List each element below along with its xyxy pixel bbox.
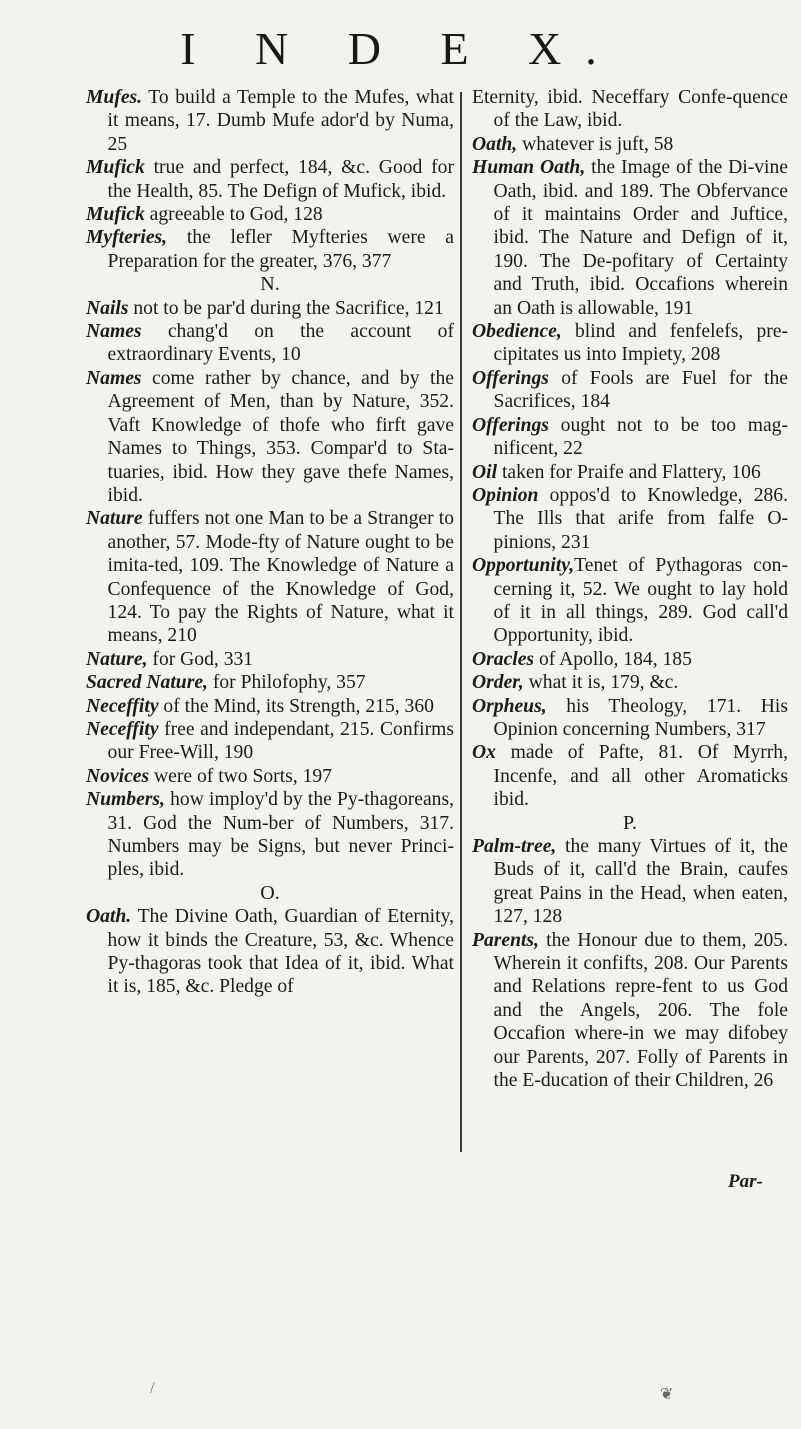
index-entry xyxy=(86,765,454,788)
entry-text: chang'd on the account of extraordinary Events, 10 xyxy=(107,321,454,366)
entry-text: blind and fenfelefs, pre-cipitates us into Impiety, 208 xyxy=(493,321,788,366)
entry-headword: Offerings xyxy=(472,414,549,436)
index-entry xyxy=(472,835,788,929)
entry-headword: Names xyxy=(86,321,142,343)
entry-text: taken for Praife and Flattery, 106 xyxy=(497,461,761,483)
entry-text: for God, 331 xyxy=(147,648,254,670)
index-entry xyxy=(472,461,788,484)
entry-headword: Orpheus, xyxy=(472,695,547,717)
entry-headword: Nature xyxy=(86,508,143,530)
index-entry xyxy=(472,86,788,133)
stray-mark: ❦ xyxy=(660,1386,674,1403)
index-entry xyxy=(472,929,788,1093)
entry-text: of Fools are Fuel for the Sacrifices, 184 xyxy=(493,367,788,413)
section-letter: O. xyxy=(260,881,280,904)
entry-text: whatever is juft, 58 xyxy=(517,133,674,155)
page-header: I N D E X. xyxy=(180,23,621,74)
entry-text: of Apollo, 184, 185 xyxy=(534,648,692,670)
entry-headword: Mufes. xyxy=(86,87,143,108)
entry-headword: Oracles xyxy=(472,648,535,670)
entry-text: his Theology, 171. His Opinion concerning Numbers, 317 xyxy=(493,695,788,740)
index-entry xyxy=(472,133,788,156)
index-entry xyxy=(86,671,454,694)
column-rule xyxy=(460,92,462,1152)
index-entry xyxy=(86,367,454,507)
stray-mark: / xyxy=(150,1380,155,1397)
index-entry xyxy=(472,554,788,648)
entry-text: for Philofophy, 357 xyxy=(207,672,366,694)
entry-text: the lefler Myfteries were a Preparation for the greater, 376, 377 xyxy=(107,227,454,272)
entry-text: Eternity, ibid. Neceffary Confe-quence of the Law, ibid. xyxy=(472,87,788,132)
entry-headword: Nature, xyxy=(86,648,148,670)
index-entry xyxy=(86,320,454,367)
entry-text: the many Virtues of it, the Buds of it, call'd the Brain, caufes great Pains in the Head, when eaten, 127, 128 xyxy=(493,836,788,928)
entry-headword: Opportunity, xyxy=(472,555,575,577)
left-column xyxy=(86,86,454,999)
index-entry xyxy=(472,741,788,811)
index-entry xyxy=(86,226,454,273)
index-entry xyxy=(86,507,454,647)
section-letter: P. xyxy=(623,811,637,834)
entry-text: Tenet of Pythagoras con-cerning it, 52. We ought to lay hold of it in all things, 289. God call'd Opportunity, ibid. xyxy=(493,555,788,647)
entry-headword: Obedience, xyxy=(472,321,562,343)
entry-headword: Myfteries, xyxy=(86,227,168,249)
index-entry xyxy=(472,367,788,414)
index-entry xyxy=(86,905,454,999)
entry-text: the Honour due to them, 205. Wherein it confifts, 208. Our Parents and Relations repre-fent to us God and the Angels, 206. The fole Occafion where-in we may difobey our Parents, 207. Folly of Parents in the E-ducation of their Children, 26 xyxy=(493,929,788,1092)
index-entry xyxy=(472,695,788,742)
entry-headword: Parents, xyxy=(472,929,539,951)
section-letter: N. xyxy=(260,273,280,296)
entry-headword: Numbers, xyxy=(86,789,165,811)
entry-text: The Divine Oath, Guardian of Eternity, how it binds the Creature, 53, &c. Whence Py-thagoras took that Idea of it, ibid. What it is, 185, &c. Pledge of xyxy=(107,906,454,998)
index-entry xyxy=(86,718,454,765)
entry-headword: Palm-tree, xyxy=(472,836,557,857)
catchword: Par- xyxy=(728,1171,763,1192)
index-entry xyxy=(86,695,454,718)
index-entry xyxy=(86,156,454,203)
entry-headword: Novices xyxy=(86,765,150,787)
index-entry xyxy=(472,320,788,367)
entry-text: agreeable to God, 128 xyxy=(144,204,323,226)
entry-text: come rather by chance, and by the Agreement of Men, than by Nature, 352. Vaft Knowledge of thofe who firft gave Names to Things, 353. Compar'd to Sta-tuaries, ibid. How they gave thefe Names, ibid. xyxy=(107,367,454,506)
index-entry xyxy=(86,788,454,882)
index-entry xyxy=(472,156,788,320)
entry-headword: Oath, xyxy=(472,133,518,155)
entry-headword: Offerings xyxy=(472,367,549,389)
entry-text: ought not to be too mag-nificent, 22 xyxy=(493,414,788,460)
entry-headword: Neceffity xyxy=(86,718,159,740)
entry-text: how imploy'd by the Py-thagoreans, 31. God the Num-ber of Numbers, 317. Numbers may be Signs, but never Princi-ples, ibid. xyxy=(107,789,454,881)
entry-text: what it is, 179, &c. xyxy=(523,672,679,694)
index-entry xyxy=(86,86,454,156)
entry-text: oppos'd to Knowledge, 286. The Ills that arife from falfe O-pinions, 231 xyxy=(493,484,788,553)
entry-headword: Names xyxy=(86,367,142,389)
index-entry xyxy=(472,648,788,671)
index-entry xyxy=(472,484,788,554)
entry-text: true and perfect, 184, &c. Good for the Health, 85. The Defign of Mufick, ibid. xyxy=(107,157,454,202)
entry-headword: Order, xyxy=(472,672,524,694)
entry-headword: Oath. xyxy=(86,906,132,928)
entry-text: free and independant, 215. Confirms our Free-Will, 190 xyxy=(107,718,454,764)
index-entry xyxy=(472,671,788,694)
entry-text: of the Mind, its Strength, 215, 360 xyxy=(158,695,434,717)
index-entry xyxy=(86,203,454,226)
entry-headword: Nails xyxy=(86,297,129,319)
entry-headword: Human Oath, xyxy=(472,157,586,179)
index-entry xyxy=(86,648,454,671)
entry-text: To build a Temple to the Mufes, what it means, 17. Dumb Mufe ador'd by Numa, 25 xyxy=(107,87,454,155)
entry-headword: Neceffity xyxy=(86,695,159,717)
entry-headword: Mufick xyxy=(86,157,145,179)
entry-text: the Image of the Di-vine Oath, ibid. and 189. The Obfervance of it maintains Order and Juftice, ibid. The Nature and Defign of it, 190. The De-pofitary of Certainty and Truth, ibid. Occafions wherein an Oath is allowable, 191 xyxy=(493,157,788,319)
entry-headword: Oil xyxy=(472,461,498,483)
index-entry xyxy=(86,297,454,320)
index-entry xyxy=(472,414,788,461)
entry-text: not to be par'd during the Sacrifice, 121 xyxy=(128,297,444,319)
entry-text: made of Pafte, 81. Of Myrrh, Incenfe, and all other Aromaticks ibid. xyxy=(493,742,788,811)
entry-text: were of two Sorts, 197 xyxy=(149,765,332,787)
entry-headword: Mufick xyxy=(86,204,145,226)
entry-headword: Opinion xyxy=(472,484,539,506)
right-column xyxy=(472,86,788,1092)
entry-text: fuffers not one Man to be a Stranger to another, 57. Mode-fty of Nature ought to be imita-ted, 109. The Knowledge of Nature a Confequence of the Knowledge of God, 124. To pay the Rights of Nature, what it means, 210 xyxy=(107,508,454,647)
entry-headword: Sacred Nature, xyxy=(86,672,208,694)
entry-headword: Ox xyxy=(472,742,496,764)
